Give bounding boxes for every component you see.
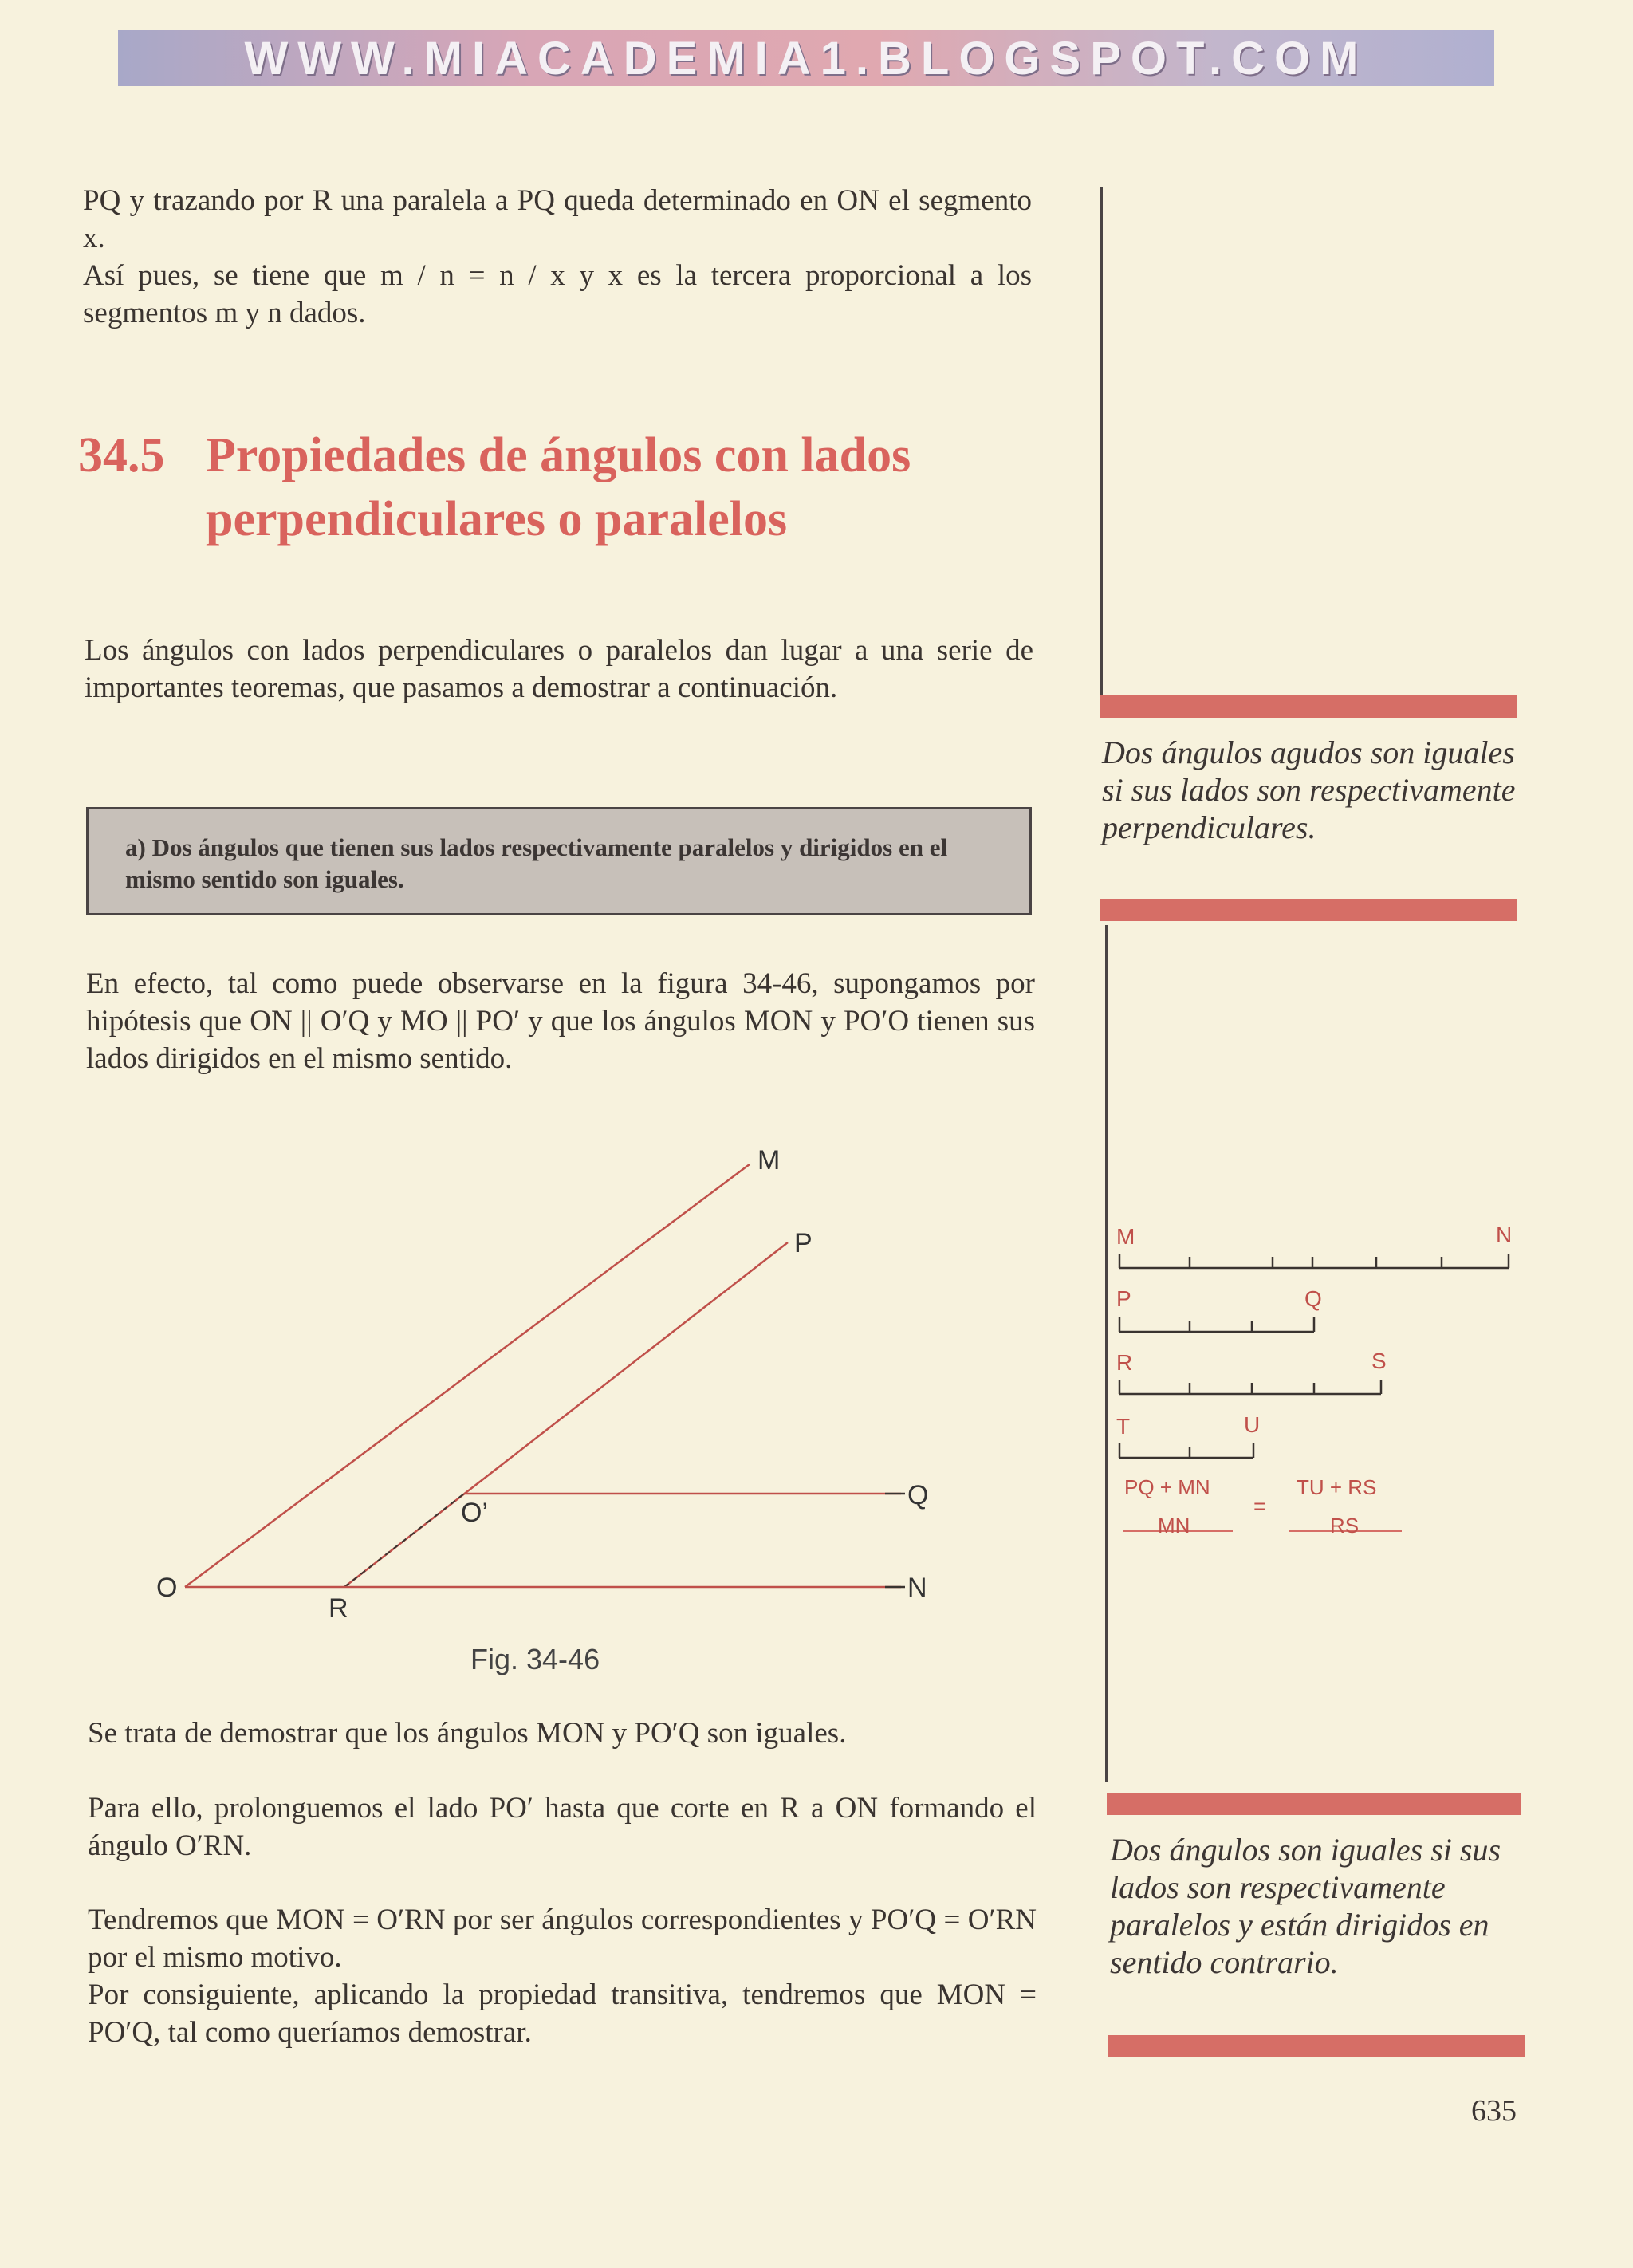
section-title-line-1: Propiedades de ángulos con lados xyxy=(206,428,911,482)
blog-banner: WWW.MIACADEMIA1.BLOGSPOT.COM xyxy=(118,30,1494,86)
sidebar-note-2-bottom-bar xyxy=(1108,2035,1525,2057)
intro-paragraph-2: Así pues, se tiene que m / n = n / x y x es la tercera proporcional a los segmentos m y n dados. xyxy=(83,259,1032,329)
label-O-prime: O’ xyxy=(461,1498,488,1528)
proof-conclusion-paragraph: Por consiguiente, aplicando la propiedad transitiva, tendremos que MON = PO′Q, tal como queríamos demostrar. xyxy=(88,1979,1037,2049)
page-number: 635 xyxy=(1471,2094,1517,2128)
label-R: R xyxy=(329,1593,348,1624)
formula-left-numerator: PQ + MN xyxy=(1124,1475,1210,1499)
section-number: 34.5 xyxy=(78,428,165,482)
label-N: N xyxy=(907,1573,927,1603)
formula-right-numerator: TU + RS xyxy=(1297,1475,1377,1499)
figure-caption: Fig. 34-46 xyxy=(470,1643,600,1675)
seg-label-U: U xyxy=(1244,1412,1261,1437)
theorem-box xyxy=(86,807,1032,915)
formula-left-denominator: MN xyxy=(1158,1514,1190,1538)
formula-equals: = xyxy=(1253,1494,1267,1518)
seg-label-N: N xyxy=(1496,1223,1513,1247)
line-RO-prime-dashed xyxy=(344,1494,464,1587)
sidebar-note-1-top-bar xyxy=(1100,695,1517,718)
seg-label-T: T xyxy=(1116,1414,1131,1439)
label-O: O xyxy=(156,1573,178,1603)
seg-label-M: M xyxy=(1116,1224,1135,1249)
sidebar-note-1: Dos ángulos agudos son iguales si sus lados son respectivamente perpendiculares. xyxy=(1102,734,1516,845)
label-Q: Q xyxy=(907,1480,929,1510)
proof-goal-paragraph: Se trata de demostrar que los ángulos MON y PO′Q son iguales. xyxy=(88,1717,847,1750)
proof-hypothesis-paragraph: En efecto, tal como puede observarse en la figura 34-46, supongamos por hipótesis que ON || O′Q y MO || PO′ y que los ángulos MON y PO′O tienen sus lados dirigidos en el mismo sentido. xyxy=(86,967,1035,1075)
seg-label-R: R xyxy=(1116,1350,1133,1375)
section-title-line-2: perpendiculares o paralelos xyxy=(206,492,788,546)
sidebar-note-2-top-bar xyxy=(1107,1793,1521,1815)
intro-paragraph-1: PQ y trazando por R una paralela a PQ queda determinado en ON el segmento x. xyxy=(83,184,1032,254)
formula-right-denominator: RS xyxy=(1330,1514,1360,1538)
theorem-a-text: a) Dos ángulos que tienen sus lados respectivamente paralelos y dirigidos en el mismo sentido son iguales. xyxy=(125,833,948,893)
label-P: P xyxy=(794,1228,813,1258)
proof-argument-paragraph: Tendremos que MON = O′RN por ser ángulos correspondientes y PO′Q = O′RN por el mismo motivo. xyxy=(88,1904,1037,1974)
proof-construction-paragraph: Para ello, prolonguemos el lado PO′ hasta que corte en R a ON formando el ángulo O′RN. xyxy=(88,1792,1037,1862)
sidebar-note-1-bottom-bar xyxy=(1100,899,1517,921)
sidebar-segments-diagram xyxy=(1113,1212,1528,1547)
column-divider-top xyxy=(1100,187,1103,698)
column-divider-bottom xyxy=(1105,925,1108,1782)
seg-label-Q: Q xyxy=(1304,1286,1322,1311)
seg-label-S: S xyxy=(1371,1349,1387,1373)
sidebar-note-2: Dos ángulos son iguales si sus lados son respectivamente paralelos y están dirigidos en sentido contrario. xyxy=(1110,1832,1501,1980)
label-M: M xyxy=(757,1145,781,1175)
seg-label-P: P xyxy=(1116,1286,1131,1311)
figure-34-46 xyxy=(144,1140,973,1635)
intro-theorems-paragraph: Los ángulos con lados perpendiculares o paralelos dan lugar a una serie de importantes teoremas, que pasamos a demostrar a continuación. xyxy=(85,634,1033,704)
